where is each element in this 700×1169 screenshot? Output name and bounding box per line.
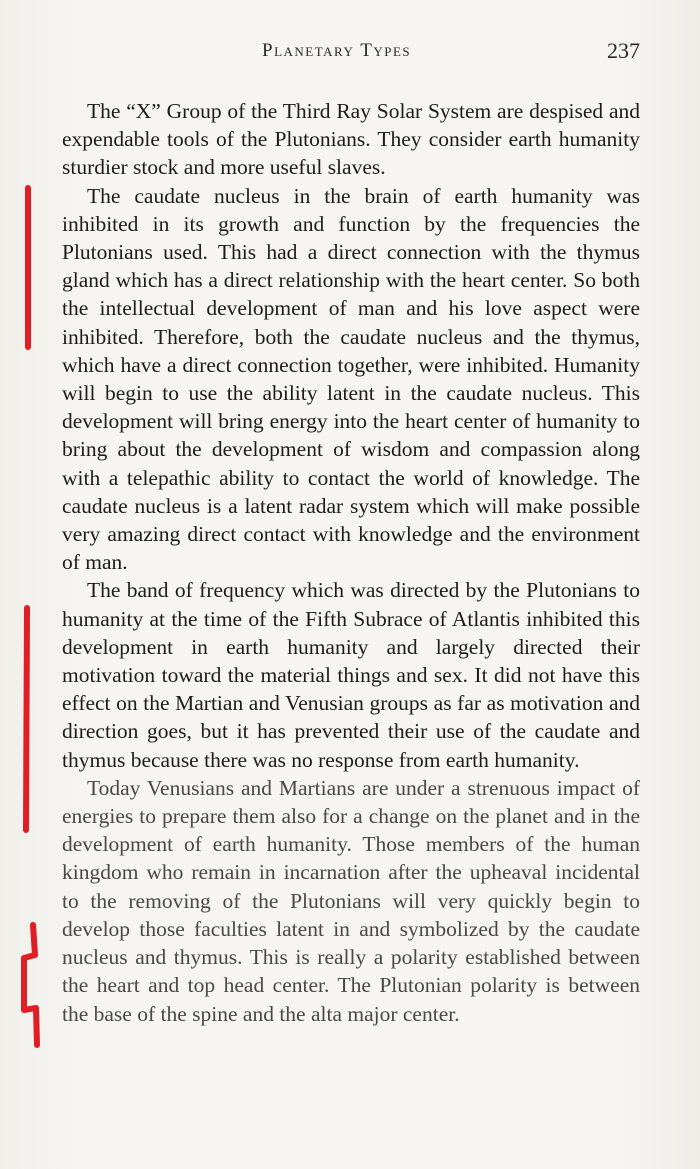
- page-number: 237: [607, 38, 640, 63]
- paragraph-3: The band of frequency which was directed by the Plutonians to humanity at the time of the Fifth Subrace of Atlantis inhibited this development in earth humanity and largely directed their motivation toward the material things and sex. It did not have this effect on the Martian and Venusian groups as far as motivation and direction goes, but it has prevented their use of the caudate and thymus because there was no response from earth humanity.: [62, 578, 640, 772]
- body-text: [62, 97, 640, 1028]
- paragraph-1: The “X” Group of the Third Ray Solar System are despised and expendable tools of the Plutonians. They consider earth humanity sturdier stock and more useful slaves.: [62, 99, 640, 180]
- margin-bracket-mark: [24, 925, 37, 1045]
- paragraph-4: Today Venusians and Martians are under a strenuous impact of energies to prepare them also for a change on the planet and in the development of earth humanity. Those members of the human kingdom who remain in incarnation after the upheaval incidental to the removing of the Plutonians will very quickly begin to develop those faculties latent in and symbolized by the caudate nucleus and thymus. This is really a polarity established between the heart and top head center. The Plutonian polarity is between the base of the spine and the alta major center.: [62, 775, 640, 1026]
- running-head: [0, 40, 700, 70]
- margin-line-mark-2: [26, 608, 27, 830]
- paragraph-2: The caudate nucleus in the brain of earth humanity was inhibited in its growth and function by the frequencies the Plutonians used. This had a direct connection with the thymus gland which has a direct relationship with the heart center. So both the intellectual development of man and his love aspect were inhibited. Therefore, both the caudate nucleus and the thymus, which have a direct connection together, were inhibited. Humanity will begin to use the ability latent in the caudate nucleus. This development will bring energy into the heart center of humanity to bring about the development of wisdom and compassion along with a telepathic ability to contact the world of knowledge. The caudate nucleus is a latent radar system which will make possible very amazing direct contact with knowledge and the environment of man.: [62, 183, 640, 575]
- running-title: Planetary Types: [262, 40, 412, 61]
